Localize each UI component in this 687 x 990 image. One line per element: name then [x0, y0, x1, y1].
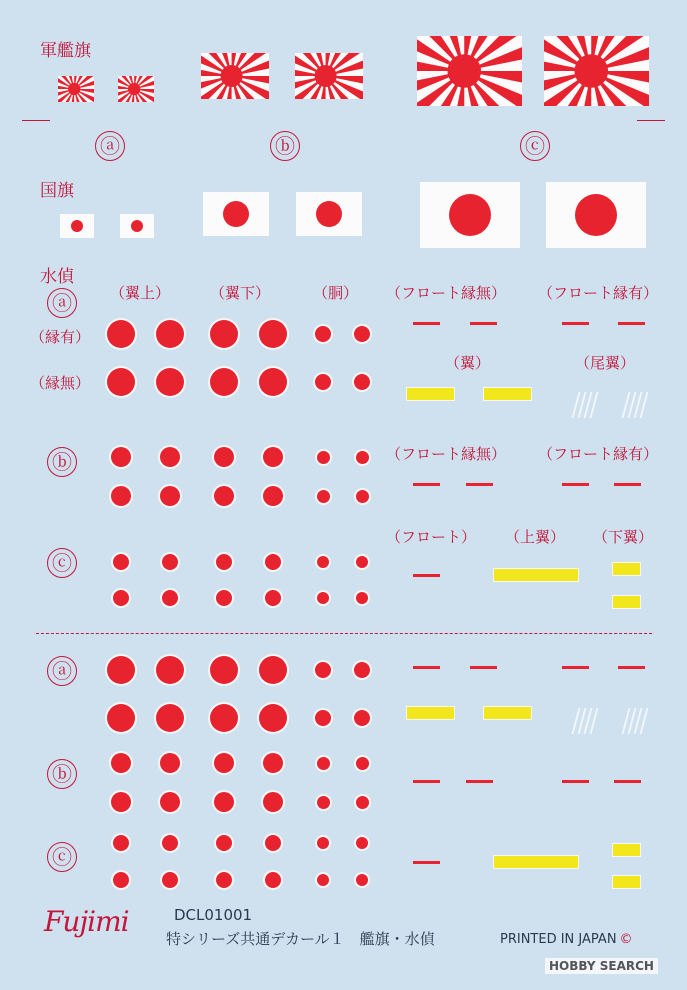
roundel [265, 872, 281, 888]
national-flag-b-1 [203, 192, 269, 236]
yellow-stripe [612, 875, 641, 889]
seaplane-title: 水偵 [40, 267, 74, 287]
roundel [263, 447, 283, 467]
roundel [156, 320, 184, 348]
size-mark-a-seaplane: ⓐ [47, 288, 77, 318]
roundel [317, 556, 329, 568]
roundel [162, 872, 178, 888]
roundel [265, 835, 281, 851]
roundel [210, 320, 238, 348]
sun-disc [221, 65, 243, 87]
label-upper-wing: （上翼） [505, 528, 566, 546]
roundel [263, 753, 283, 773]
sun-disc [315, 65, 337, 87]
yellow-stripe [612, 595, 641, 609]
float-stripe [562, 483, 589, 486]
roundel [216, 872, 232, 888]
label-bordered: （縁有） [30, 328, 91, 346]
roundel [156, 656, 184, 684]
roundel [259, 320, 287, 348]
national-flag-c-2 [546, 182, 646, 248]
yellow-stripe [406, 706, 455, 720]
roundel [111, 753, 131, 773]
roundel [162, 554, 178, 570]
roundel [356, 796, 369, 809]
roundel [259, 656, 287, 684]
roundel [315, 326, 331, 342]
roundel [356, 592, 368, 604]
float-stripe [470, 666, 497, 669]
roundel [315, 710, 331, 726]
label-tail-wing: （尾翼） [575, 354, 636, 372]
float-stripe [562, 322, 589, 325]
roundel [259, 368, 287, 396]
roundel [113, 872, 129, 888]
yellow-stripe [612, 843, 641, 857]
roundel [111, 486, 131, 506]
roundel [214, 447, 234, 467]
roundel [354, 326, 370, 342]
naval-ensign-a-1 [58, 76, 94, 102]
roundel [356, 757, 369, 770]
roundel [214, 792, 234, 812]
sun-disc [575, 194, 617, 236]
float-stripe [413, 322, 440, 325]
roundel [113, 554, 129, 570]
roundel [265, 554, 281, 570]
roundel [317, 796, 330, 809]
size-mark-c-lower: ⓒ [47, 842, 77, 872]
printed-in [500, 932, 633, 947]
roundel [107, 320, 135, 348]
label-float-no-border-b: （フロート縁無） [386, 445, 507, 463]
label-float: （フロート） [386, 528, 477, 546]
label-float-border-b: （フロート縁有） [538, 445, 659, 463]
roundel [216, 590, 232, 606]
float-stripe [413, 574, 440, 577]
roundel [111, 792, 131, 812]
float-stripe [413, 780, 440, 783]
float-stripe [413, 483, 440, 486]
roundel [356, 874, 368, 886]
size-mark-b-lower: ⓑ [47, 759, 77, 789]
roundel [160, 486, 180, 506]
roundel [160, 753, 180, 773]
roundel [315, 662, 331, 678]
naval-ensign-title: 軍艦旗 [40, 41, 91, 61]
sun-disc [71, 220, 83, 232]
roundel [356, 837, 368, 849]
naval-ensign-c-2 [544, 36, 649, 106]
roundel [317, 490, 330, 503]
float-stripe [466, 780, 493, 783]
sun-disc [449, 194, 491, 236]
roundel [113, 590, 129, 606]
roundel [354, 662, 370, 678]
label-no-border: （縁無） [30, 374, 91, 392]
size-mark-a-ensign: ⓐ [95, 131, 125, 161]
sun-disc [447, 54, 481, 88]
roundel [315, 374, 331, 390]
yellow-stripe [483, 387, 532, 401]
sun-disc [574, 54, 608, 88]
naval-ensign-a-2 [118, 76, 154, 102]
sun-disc [68, 83, 80, 95]
label-lower-wing: （下翼） [593, 528, 654, 546]
roundel [356, 556, 368, 568]
float-stripe [618, 666, 645, 669]
sun-disc [223, 201, 249, 227]
product-name: 特シリーズ共通デカール１ 艦旗・水偵 [166, 930, 435, 948]
roundel [214, 753, 234, 773]
label-wing-upper: （翼上） [110, 284, 171, 302]
roundel [259, 704, 287, 732]
roundel [210, 704, 238, 732]
roundel [317, 874, 329, 886]
roundel [354, 374, 370, 390]
separator-right [637, 120, 665, 121]
roundel [107, 704, 135, 732]
roundel [214, 486, 234, 506]
roundel [113, 835, 129, 851]
brand-logo: Fujimi [44, 905, 129, 938]
roundel [210, 656, 238, 684]
float-stripe [618, 322, 645, 325]
roundel [317, 592, 329, 604]
float-stripe [413, 666, 440, 669]
roundel [265, 590, 281, 606]
rising-sun-svg [58, 76, 94, 102]
product-code: DCL01001 [174, 906, 253, 924]
float-stripe [470, 322, 497, 325]
roundel [107, 368, 135, 396]
yellow-stripe [493, 568, 579, 582]
separator-left [22, 120, 50, 121]
watermark: HOBBY SEARCH [545, 958, 658, 974]
size-mark-c-seaplane: ⓒ [47, 548, 77, 578]
national-flag-title: 国旗 [40, 181, 74, 201]
float-stripe [466, 483, 493, 486]
national-flag-a-1 [60, 214, 94, 238]
yellow-stripe [493, 855, 579, 869]
roundel [263, 792, 283, 812]
label-wing: （翼） [445, 354, 491, 372]
roundel [162, 835, 178, 851]
size-mark-c-ensign: ⓒ [520, 131, 550, 161]
float-stripe [562, 780, 589, 783]
naval-ensign-b-2 [295, 53, 363, 99]
rising-sun-svg [118, 76, 154, 102]
rising-sun-svg [295, 53, 363, 99]
section-divider [36, 633, 652, 634]
roundel [156, 368, 184, 396]
rising-sun-svg [201, 53, 269, 99]
roundel [107, 656, 135, 684]
roundel [216, 835, 232, 851]
rising-sun-svg [544, 36, 649, 106]
sun-disc [128, 83, 140, 95]
roundel [162, 590, 178, 606]
yellow-stripe [612, 562, 641, 576]
float-stripe [562, 666, 589, 669]
national-flag-a-2 [120, 214, 154, 238]
float-stripe [413, 861, 440, 864]
roundel [111, 447, 131, 467]
yellow-stripe [406, 387, 455, 401]
national-flag-b-2 [296, 192, 362, 236]
roundel [156, 704, 184, 732]
roundel [216, 554, 232, 570]
naval-ensign-c-1 [417, 36, 522, 106]
roundel [317, 451, 330, 464]
size-mark-a-lower: ⓐ [47, 656, 77, 686]
copyright-mark: © [619, 932, 633, 947]
roundel [356, 451, 369, 464]
national-flag-c-1 [420, 182, 520, 248]
roundel [356, 490, 369, 503]
printed-in-text: PRINTED IN JAPAN [500, 932, 617, 947]
label-float-border: （フロート縁有） [538, 284, 659, 302]
size-mark-b-seaplane: ⓑ [47, 447, 77, 477]
naval-ensign-b-1 [201, 53, 269, 99]
rising-sun-svg [417, 36, 522, 106]
float-stripe [614, 780, 641, 783]
roundel [210, 368, 238, 396]
roundel [263, 486, 283, 506]
roundel [160, 792, 180, 812]
yellow-stripe [483, 706, 532, 720]
sun-disc [131, 220, 143, 232]
roundel [317, 837, 329, 849]
label-fuselage: （胴） [313, 284, 359, 302]
roundel [160, 447, 180, 467]
roundel [317, 757, 330, 770]
float-stripe [614, 483, 641, 486]
roundel [354, 710, 370, 726]
sun-disc [316, 201, 342, 227]
size-mark-b-ensign: ⓑ [270, 131, 300, 161]
label-wing-lower: （翼下） [210, 284, 271, 302]
label-float-no-border: （フロート縁無） [386, 284, 507, 302]
